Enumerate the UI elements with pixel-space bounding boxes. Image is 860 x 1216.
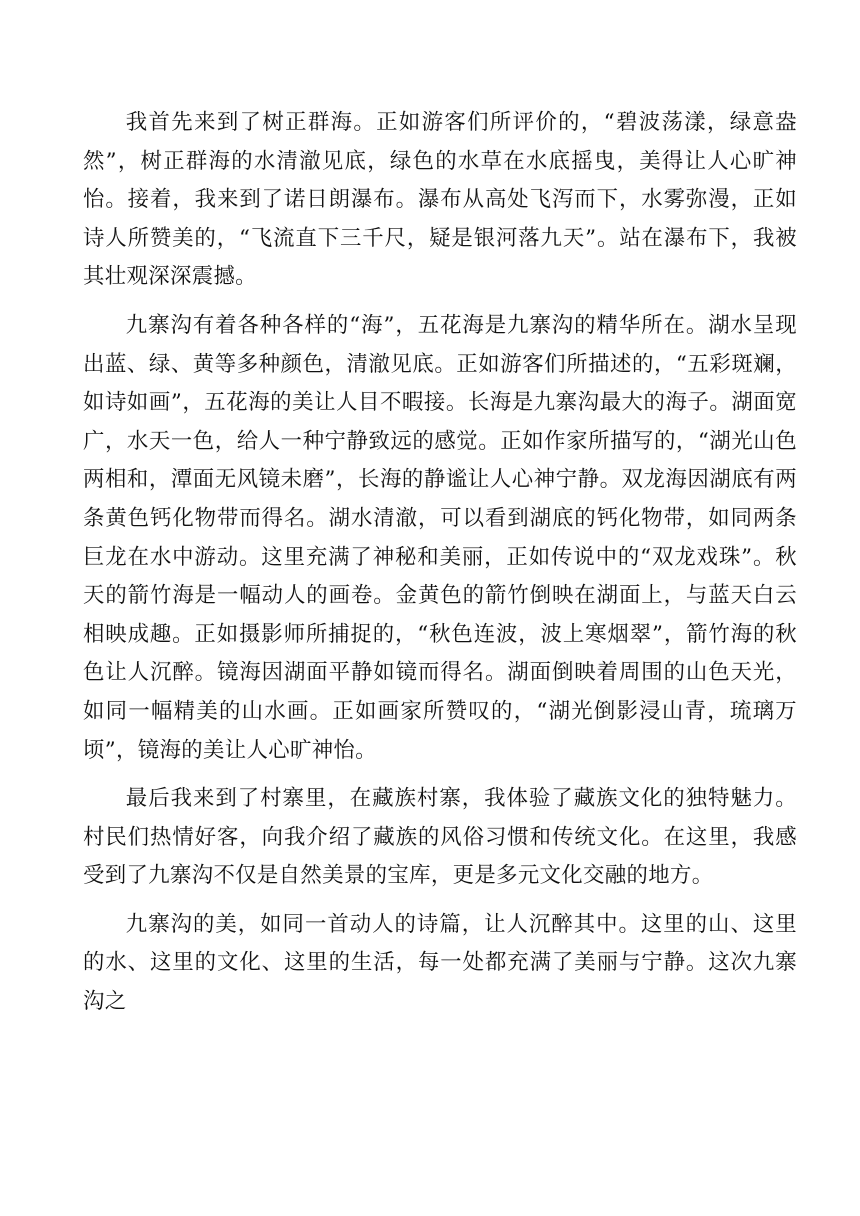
paragraph-lakes: 九寨沟有着各种各样的“海”，五花海是九寨沟的精华所在。湖水呈现出蓝、绿、黄等多种颜色，清澈见底。正如游客们所描述的，“五彩斑斓，如诗如画”，五花海的美让人目不暇接。长海是九寨沟最大的海子。湖面宽广，水天一色，给人一种宁静致远的感觉。正如作家所描写的，“湖光山色两相和，潭面无风镜未磨”，长海的静谧让人心神宁静。双龙海因湖底有两条黄色钙化物带而得名。湖水清澈，可以看到湖底的钙化物带，如同两条巨龙在水中游动。这里充满了神秘和美丽，正如传说中的“双龙戏珠”。秋天的箭竹海是一幅动人的画卷。金黄色的箭竹倒映在湖面上，与蓝天白云相映成趣。正如摄影师所捕捉的，“秋色连波，波上寒烟翠”，箭竹海的秋色让人沉醉。镜海因湖面平静如镜而得名。湖面倒映着周围的山色天光，如同一幅精美的山水画。正如画家所赞叹的，“湖光倒影浸山青，琉璃万顷”，镜海的美让人心旷神怡。 [83,312,797,763]
paragraph-shuzheng-nuorilang: 我首先来到了树正群海。正如游客们所评价的，“碧波荡漾，绿意盎然”，树正群海的水清澈见底，绿色的水草在水底摇曳，美得让人心旷神怡。接着，我来到了诺日朗瀑布。瀑布从高处飞泻而下，水雾弥漫，正如诗人所赞美的，“飞流直下三千尺，疑是银河落九天”。站在瀑布下，我被其壮观深深震撼。 [83,110,797,290]
document-body [83,104,797,1032]
paragraph-tibetan-village: 最后我来到了村寨里，在藏族村寨，我体验了藏族文化的独特魅力。村民们热情好客，向我介绍了藏族的风俗习惯和传统文化。在这里，我感受到了九寨沟不仅是自然美景的宝库，更是多元文化交融的地方。 [83,786,797,889]
paragraph-conclusion: 九寨沟的美，如同一首动人的诗篇，让人沉醉其中。这里的山、这里的水、这里的文化、这里的生活，每一处都充满了美丽与宁静。这次九寨沟之 [83,911,797,1015]
